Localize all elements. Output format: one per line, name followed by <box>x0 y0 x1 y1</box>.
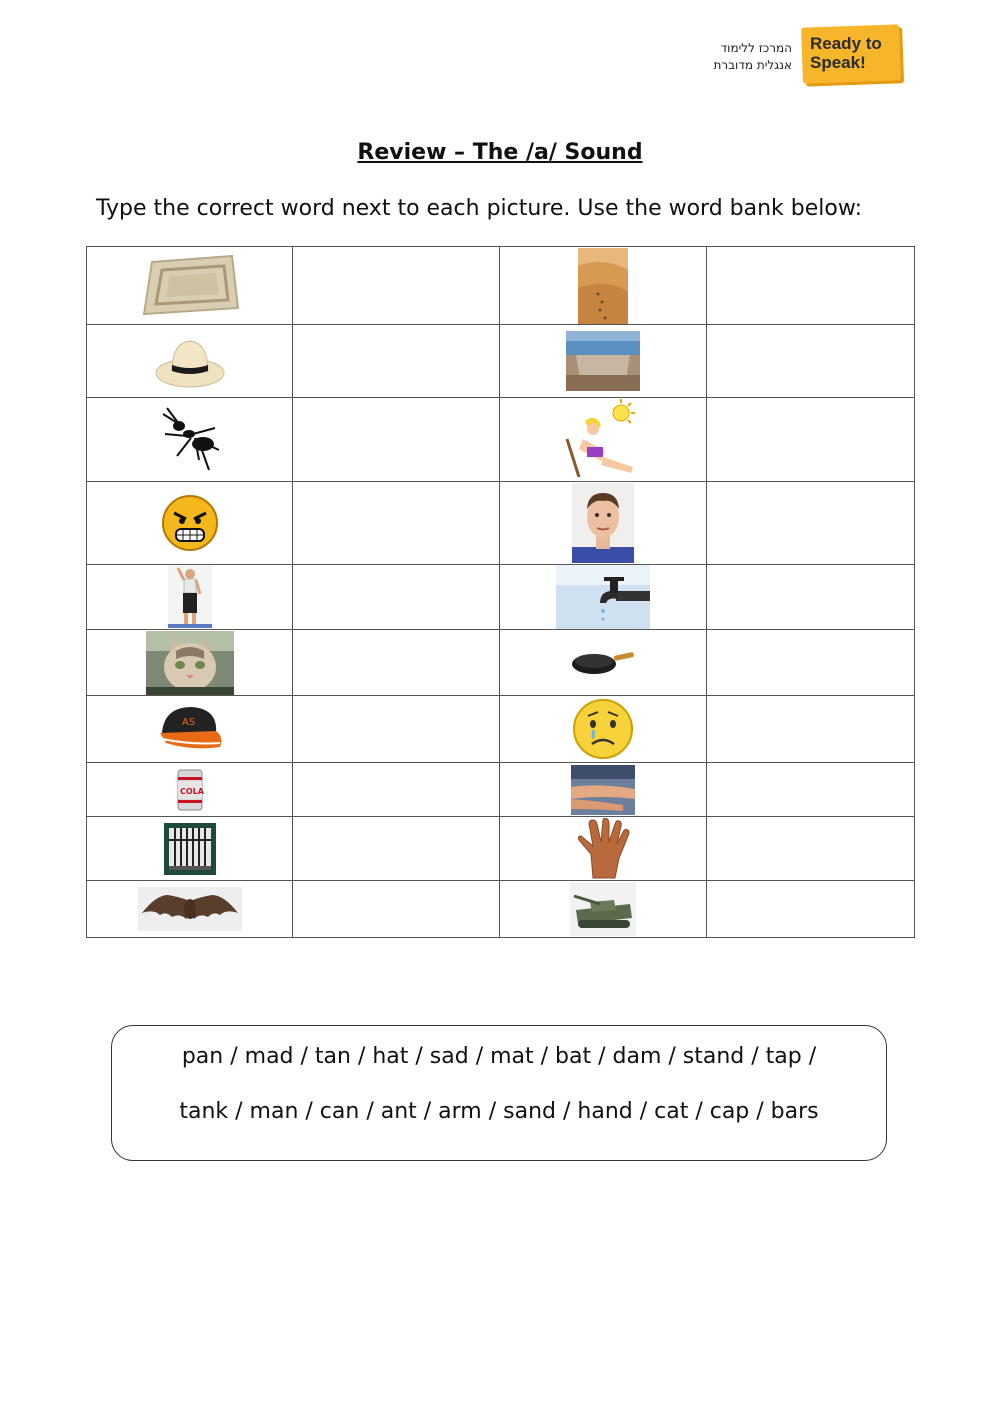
bat-icon <box>138 887 242 931</box>
picture-cell <box>87 881 293 938</box>
answer-cell[interactable] <box>707 565 915 630</box>
table-row <box>87 565 915 630</box>
answer-input[interactable] <box>293 837 503 860</box>
answer-input[interactable] <box>293 778 503 801</box>
window-bars-icon <box>163 822 217 876</box>
answer-input[interactable] <box>293 718 503 741</box>
answer-input[interactable] <box>707 428 918 451</box>
table-row <box>87 817 915 881</box>
answer-input[interactable] <box>293 428 503 451</box>
table-row <box>87 881 915 938</box>
logo-badge-line2: Speak! <box>810 53 866 72</box>
logo-badge-line1: Ready to <box>810 34 882 53</box>
answer-input[interactable] <box>293 586 503 609</box>
answer-cell[interactable] <box>293 565 500 630</box>
table-row <box>87 696 915 763</box>
instructions: Type the correct word next to each picture. Use the word bank below: <box>96 196 863 221</box>
answer-input[interactable] <box>707 778 918 801</box>
answer-input[interactable] <box>707 350 918 373</box>
logo-hebrew-text <box>713 40 792 74</box>
picture-cell <box>500 881 707 938</box>
exercise-table <box>86 246 915 938</box>
table-row <box>87 482 915 565</box>
picture-cell <box>87 398 293 482</box>
sad-face-icon <box>570 698 636 760</box>
answer-cell[interactable] <box>293 630 500 696</box>
frying-pan-icon <box>570 646 636 680</box>
baseball-cap-icon <box>152 699 228 759</box>
logo-hebrew-line2: אנגלית מדוברת <box>713 58 792 72</box>
answer-input[interactable] <box>707 586 918 609</box>
picture-cell <box>500 325 707 398</box>
ant-icon <box>157 404 223 476</box>
answer-cell[interactable] <box>293 398 500 482</box>
cat-icon <box>146 631 234 695</box>
picture-cell <box>87 763 293 817</box>
answer-input[interactable] <box>293 512 503 535</box>
answer-cell[interactable] <box>707 398 915 482</box>
word-bank-line-1: pan / mad / tan / hat / sad / mat / bat / dam / stand / tap / <box>181 1044 817 1069</box>
picture-cell <box>500 247 707 325</box>
logo <box>700 24 910 94</box>
hat-icon <box>154 331 226 391</box>
answer-cell[interactable] <box>707 247 915 325</box>
answer-input[interactable] <box>707 837 918 860</box>
picture-cell <box>500 817 707 881</box>
page-title: Review – The /a/ Sound <box>357 140 643 165</box>
answer-cell[interactable] <box>293 763 500 817</box>
sand-dunes-icon <box>578 248 628 324</box>
word-bank <box>111 1025 887 1161</box>
logo-badge-text <box>810 34 882 72</box>
answer-cell[interactable] <box>707 881 915 938</box>
answer-cell[interactable] <box>707 630 915 696</box>
answer-input[interactable] <box>707 718 918 741</box>
picture-cell <box>500 696 707 763</box>
picture-cell <box>87 696 293 763</box>
picture-cell <box>500 565 707 630</box>
svg-text:AS: AS <box>181 717 195 728</box>
answer-cell[interactable] <box>293 881 500 938</box>
answer-input[interactable] <box>293 651 503 674</box>
answer-input[interactable] <box>707 898 918 921</box>
svg-text:COLA: COLA <box>179 786 204 796</box>
answer-cell[interactable] <box>707 325 915 398</box>
table-row <box>87 763 915 817</box>
answer-cell[interactable] <box>293 696 500 763</box>
table-row <box>87 325 915 398</box>
water-tap-icon <box>556 565 650 629</box>
man-portrait-icon <box>572 483 634 563</box>
hand-icon <box>575 818 631 880</box>
doormat-icon <box>138 250 242 322</box>
table-row <box>87 398 915 482</box>
answer-cell[interactable] <box>293 817 500 881</box>
picture-cell <box>87 247 293 325</box>
table-row <box>87 630 915 696</box>
picture-cell <box>500 763 707 817</box>
standing-woman-icon <box>168 566 212 628</box>
tank-icon <box>570 882 636 936</box>
angry-face-icon <box>160 493 220 553</box>
soda-can-icon <box>176 767 204 813</box>
answer-cell[interactable] <box>707 696 915 763</box>
picture-cell <box>87 325 293 398</box>
picture-cell <box>87 817 293 881</box>
picture-cell <box>87 630 293 696</box>
picture-cell <box>87 482 293 565</box>
sunbathing-woman-icon <box>561 399 645 481</box>
answer-cell[interactable] <box>707 817 915 881</box>
picture-cell <box>500 398 707 482</box>
answer-input[interactable] <box>707 512 918 535</box>
picture-cell <box>87 565 293 630</box>
logo-hebrew-line1: המרכז ללימוד <box>720 41 792 55</box>
answer-cell[interactable] <box>707 763 915 817</box>
answer-input[interactable] <box>707 274 918 297</box>
answer-cell[interactable] <box>293 247 500 325</box>
answer-input[interactable] <box>707 651 918 674</box>
table-row <box>87 247 915 325</box>
answer-input[interactable] <box>293 350 503 373</box>
answer-input[interactable] <box>293 898 503 921</box>
arm-icon <box>571 765 635 815</box>
dam-icon <box>566 331 640 391</box>
answer-cell[interactable] <box>293 325 500 398</box>
picture-cell <box>500 482 707 565</box>
answer-input[interactable] <box>293 274 503 297</box>
answer-cell[interactable] <box>707 482 915 565</box>
word-bank-line-2: tank / man / can / ant / arm / sand / hand / cat / cap / bars <box>179 1099 819 1124</box>
picture-cell <box>500 630 707 696</box>
answer-cell[interactable] <box>293 482 500 565</box>
